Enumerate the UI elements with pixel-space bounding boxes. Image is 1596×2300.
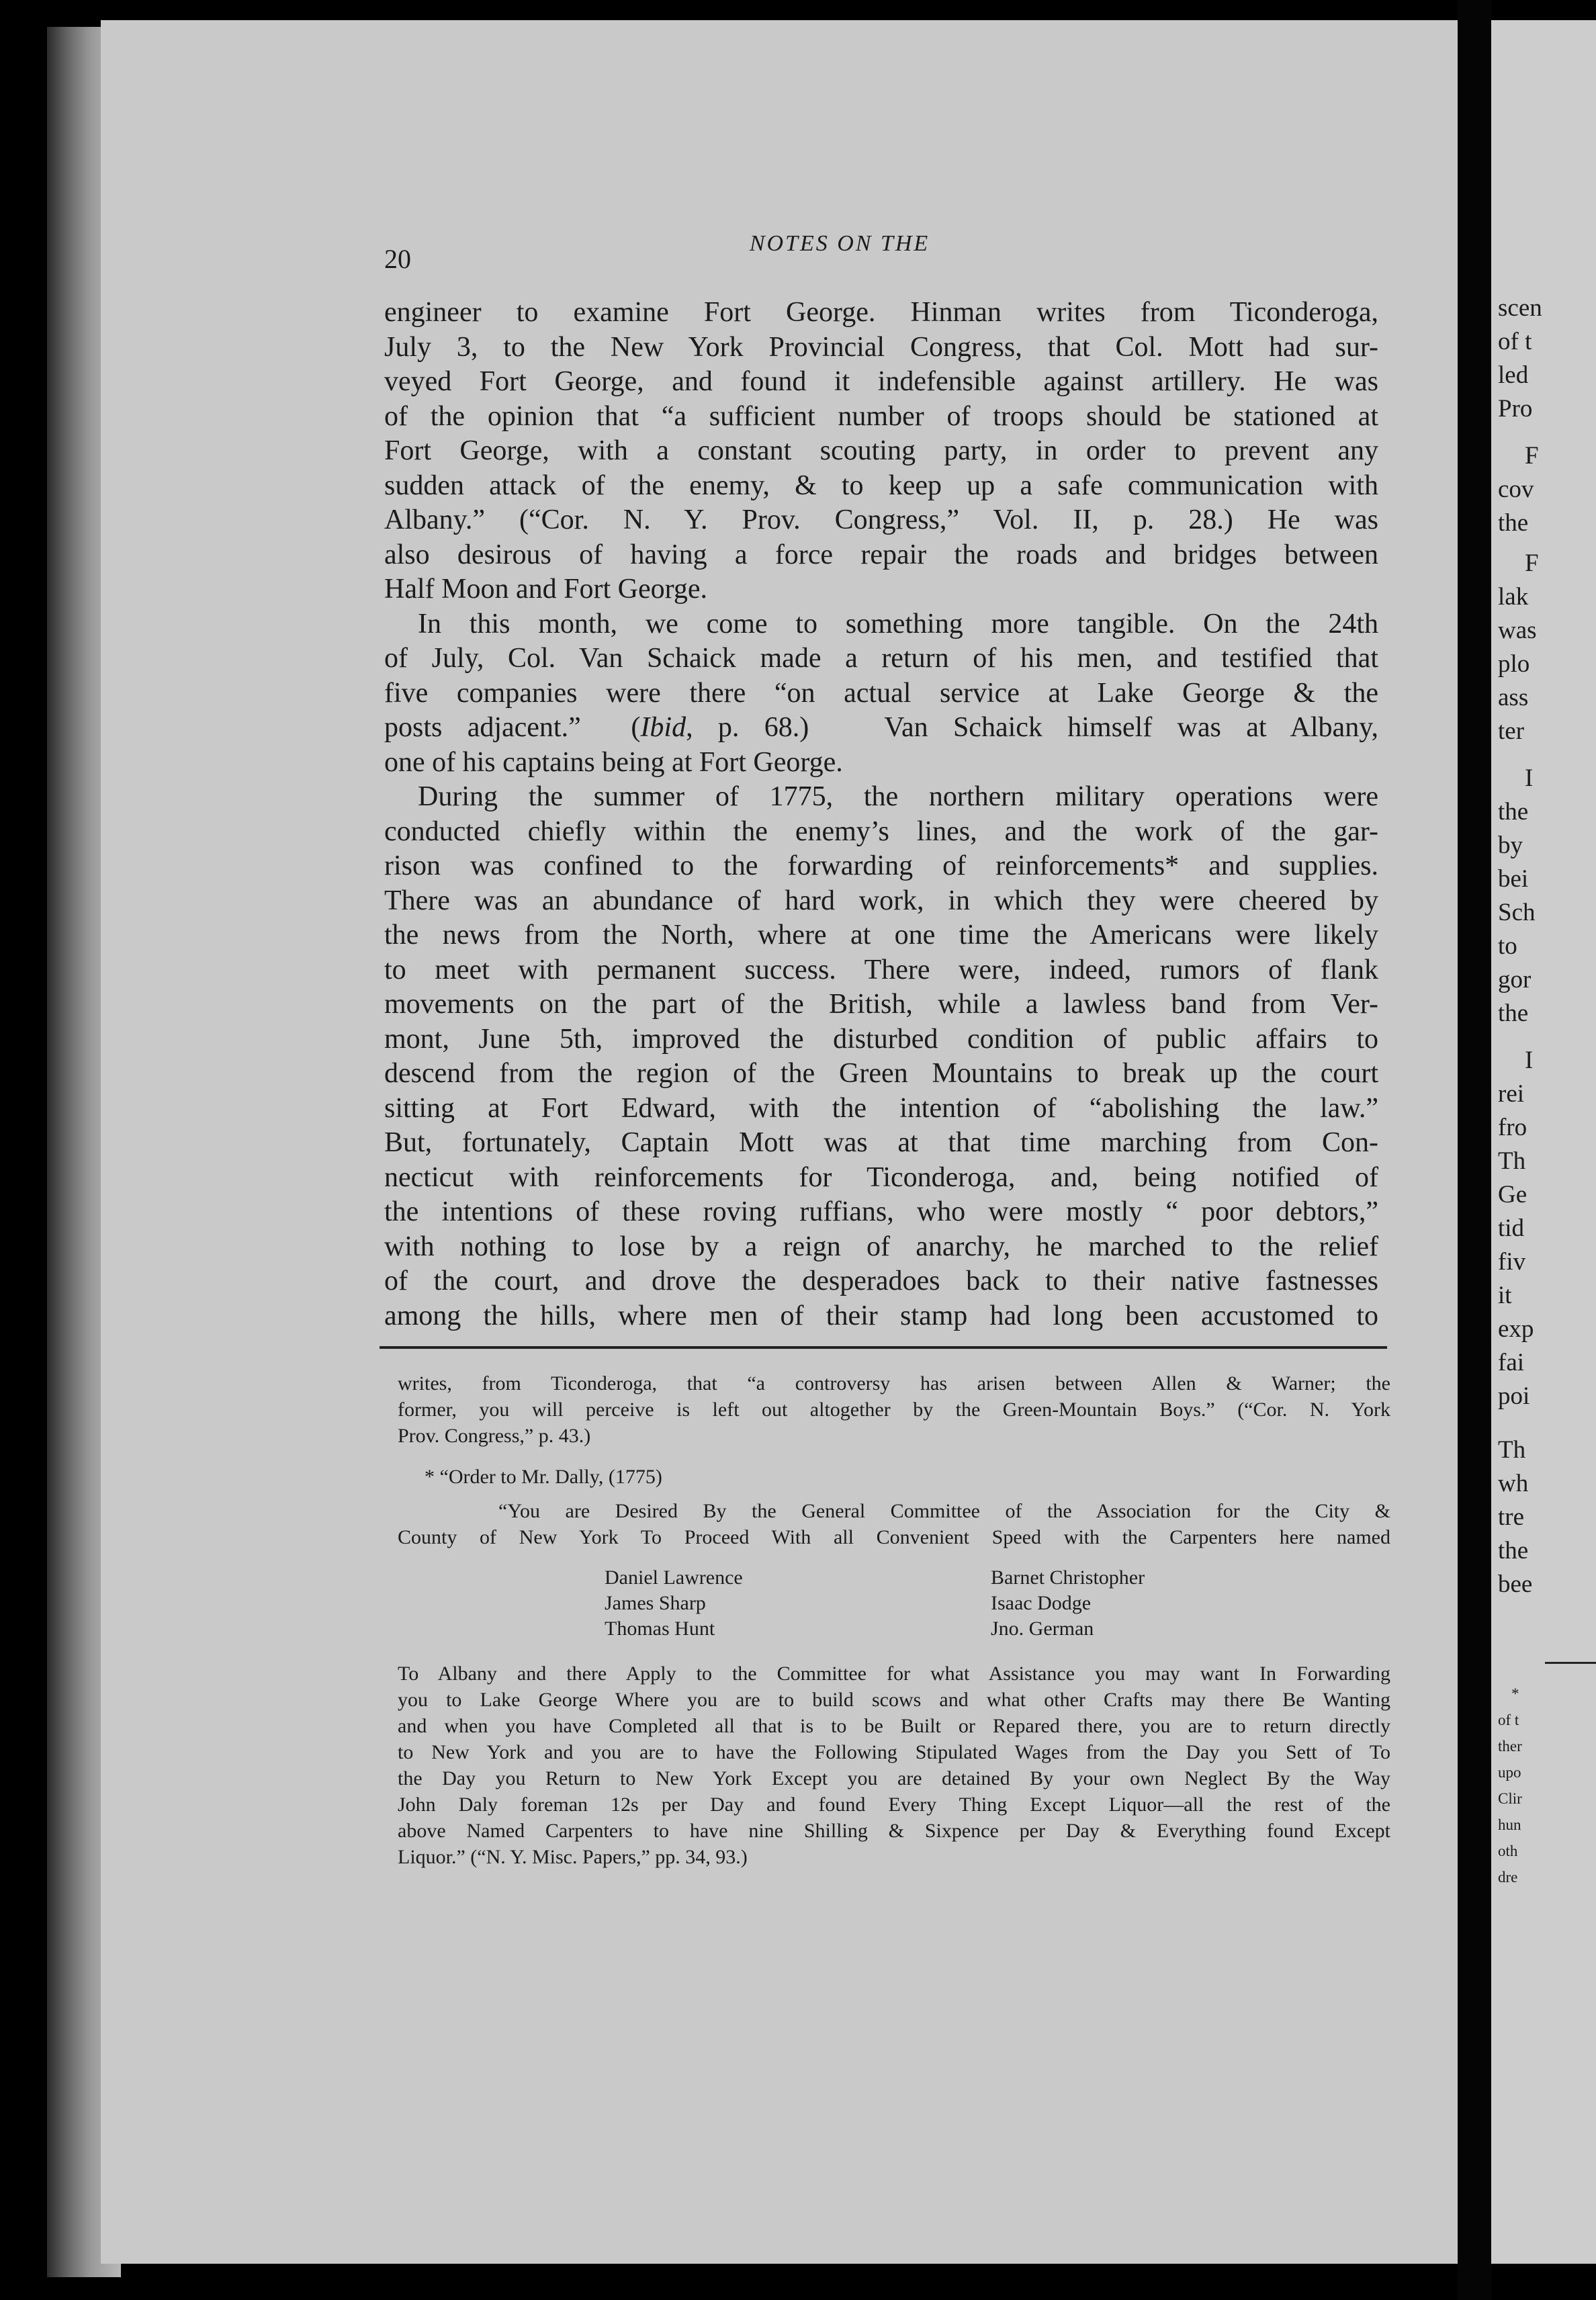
ibid-ref: , p. 68.) (686, 712, 809, 743)
carpenter-names-right (991, 1565, 1145, 1642)
body-line: sitting at Fort Edward, with the intention of “abolishing the law.” (384, 1092, 1378, 1124)
body-line: sudden attack of the enemy, & to keep up a safe communication with (384, 470, 1378, 501)
facing-page-footnote-fragment: * (1511, 1685, 1519, 1702)
body-line: July 3, to the New York Provincial Congress, that Col. Mott had sur- (384, 331, 1378, 363)
facing-page-fragment: the (1498, 509, 1529, 537)
body-line: There was an abundance of hard work, in which they were cheered by (384, 885, 1378, 916)
facing-page-fragment: cov (1498, 476, 1534, 503)
body-line: necticut with reinforcements for Ticonderoga, and, being notified of (384, 1161, 1378, 1193)
facing-page-fragment: gor (1498, 966, 1532, 993)
facing-page-fragment: scen (1498, 294, 1542, 322)
body-line: to meet with permanent success. There were, indeed, rumors of flank (384, 954, 1378, 985)
running-head: NOTES ON THE (749, 231, 930, 256)
facing-page-fragment: tre (1498, 1503, 1525, 1531)
body-text (384, 296, 1378, 1333)
footnote-line: and when you have Completed all that is to be Built or Repared there, you are to return directly (398, 1715, 1390, 1737)
body-line: descend from the region of the Green Mountains to break up the court (384, 1058, 1378, 1089)
facing-page-fragment: to (1498, 932, 1517, 960)
facing-page-fragment: was (1498, 617, 1537, 644)
facing-page-fragment: Pro (1498, 395, 1533, 423)
body-line: engineer to examine Fort George. Hinman writes from Ticonderoga, (384, 297, 1378, 328)
facing-page-fragment: I (1525, 1047, 1534, 1074)
facing-page-fragment: bei (1498, 865, 1529, 893)
body-line: rison was confined to the forwarding of reinforcements* and supplies. (384, 850, 1378, 881)
facing-page-fragment: wh (1498, 1470, 1529, 1497)
facing-page-fragment: Th (1498, 1147, 1526, 1175)
facing-page-footnote-fragment: of t (1498, 1712, 1519, 1728)
facing-page-fragment: poi (1498, 1382, 1530, 1410)
carpenter-name: Jno. German (991, 1618, 1094, 1640)
body-line: Fort George, with a constant scouting party, in order to prevent any (384, 435, 1378, 466)
body-line: among the hills, where men of their stamp had long been accustomed to (384, 1300, 1378, 1331)
footnote-line: To Albany and there Apply to the Committee for what Assistance you may want In Forwarding (398, 1663, 1390, 1685)
facing-page-footnote-fragment: oth (1498, 1843, 1518, 1859)
facing-page-footnote-fragment: ther (1498, 1738, 1522, 1755)
footnote-line: above Named Carpenters to have nine Shilling & Sixpence per Day & Everything found Except (398, 1820, 1390, 1842)
body-line: the intentions of these roving ruffians, who were mostly “ poor debtors,” (384, 1196, 1378, 1227)
body-line: movements on the part of the British, while a lawless band from Ver- (384, 989, 1378, 1020)
footnote-line: County of New York To Proceed With all Convenient Speed with the Carpenters here named (398, 1526, 1390, 1548)
body-line: During the summer of 1775, the northern military operations were (418, 781, 1378, 812)
body-line-part: Van Schaick himself was at Albany, (884, 712, 1378, 743)
footnote-line: former, you will perceive is left out altogether by the Green-Mountain Boys.” (“Cor. N. York (398, 1399, 1390, 1421)
footnote-rule (380, 1346, 1387, 1349)
footnote-order-letter (398, 1661, 1390, 1870)
body-line: the news from the North, where at one time the Americans were likely (384, 920, 1378, 950)
facing-page-fragment: rei (1498, 1080, 1525, 1108)
facing-page-fragment: lak (1498, 583, 1529, 611)
body-line-part: posts adjacent.” (384, 712, 581, 743)
body-line: Half Moon and Fort George. (384, 574, 707, 605)
facing-page (1491, 20, 1596, 2264)
facing-page-fragment: the (1498, 1000, 1529, 1027)
facing-page-footnote-fragment: Clir (1498, 1790, 1522, 1807)
footnote-order-title: * “Order to Mr. Dally, (1775) (425, 1466, 662, 1488)
body-line: of the opinion that “a sufficient number of troops should be stationed at (384, 400, 1378, 432)
facing-page-fragment: plo (1498, 650, 1530, 678)
carpenter-name: James Sharp (605, 1592, 706, 1614)
footnote-line: writes, from Ticonderoga, that “a controversy has arisen between Allen & Warner; the (398, 1372, 1390, 1395)
carpenter-name: Daniel Lawrence (605, 1566, 743, 1589)
footnote-line: Prov. Congress,” p. 43.) (398, 1425, 591, 1447)
facing-page-fragment: Sch (1498, 899, 1536, 926)
body-line: of July, Col. Van Schaick made a return of his men, and testified that (384, 643, 1378, 674)
footnote-order-intro (398, 1498, 1390, 1550)
body-line: In this month, we come to something more tangible. On the 24th (418, 608, 1378, 639)
body-line: five companies were there “on actual service at Lake George & the (384, 677, 1378, 709)
facing-page-fragment: led (1498, 361, 1529, 389)
facing-page-fragment: ass (1498, 684, 1529, 711)
facing-page-fragment: I (1525, 764, 1534, 792)
facing-page-fragment: ter (1498, 717, 1525, 745)
carpenter-name: Thomas Hunt (605, 1618, 715, 1640)
body-line: conducted chiefly within the enemy’s lines, and the work of the gar- (384, 815, 1378, 847)
footnote-line: “You are Desired By the General Committee of the Association for the City & (498, 1500, 1390, 1522)
facing-page-footnote-fragment: upo (1498, 1764, 1521, 1781)
facing-page-fragment: F (1525, 442, 1539, 470)
facing-page-fragment: it (1498, 1282, 1512, 1309)
facing-page-rule (1545, 1662, 1596, 1664)
body-line: one of his captains being at Fort George. (384, 746, 843, 778)
body-line: But, fortunately, Captain Mott was at that time marching from Con- (384, 1127, 1378, 1158)
footnote-line: Liquor.” (“N. Y. Misc. Papers,” pp. 34, 93.) (398, 1846, 748, 1868)
body-line: mont, June 5th, improved the disturbed condition of public affairs to (384, 1023, 1378, 1055)
facing-page-fragment: fro (1498, 1114, 1527, 1141)
footnote-line: you to Lake George Where you are to build scows and what other Crafts may there Be Wanting (398, 1689, 1390, 1711)
facing-page-fragment: of t (1498, 328, 1532, 355)
facing-page-fragment: F (1525, 549, 1539, 577)
facing-page-fragment: the (1498, 798, 1529, 826)
facing-page-fragment: Th (1498, 1436, 1526, 1464)
footnote-line: the Day you Return to New York Except you are detained By your own Neglect By the Way (398, 1767, 1390, 1789)
body-line: Albany.” (“Cor. N. Y. Prov. Congress,” Vol. II, p. 28.) He was (384, 504, 1378, 535)
body-line: of the court, and drove the desperadoes back to their native fastnesses (384, 1266, 1378, 1296)
footnote-line: to New York and you are to have the Following Stipulated Wages from the Day you Sett of To (398, 1741, 1390, 1763)
facing-page-fragment: by (1498, 832, 1523, 859)
carpenter-names-left (605, 1565, 743, 1642)
book-gutter (1458, 0, 1491, 2300)
body-line: veyed Fort George, and found it indefensible against artillery. He was (384, 366, 1378, 397)
page-number: 20 (384, 244, 411, 274)
footnote-line: John Daly foreman 12s per Day and found Every Thing Except Liquor—all the rest of the (398, 1794, 1390, 1816)
facing-page-footnote-fragment: hun (1498, 1816, 1521, 1833)
facing-page-fragment: Ge (1498, 1181, 1527, 1208)
footnote-continued (398, 1370, 1390, 1449)
facing-page-footnote-fragment: dre (1498, 1869, 1518, 1886)
facing-page-fragment: bee (1498, 1571, 1533, 1598)
facing-page-fragment: tid (1498, 1214, 1525, 1242)
body-line-ibid: posts adjacent.” (Ibid, p. 68.) Van Schaick himself was at Albany, (384, 712, 1378, 743)
ibid-italic: Ibid (640, 712, 686, 743)
carpenter-name: Barnet Christopher (991, 1566, 1145, 1589)
facing-page-fragment: the (1498, 1537, 1529, 1564)
body-line: also desirous of having a force repair the roads and bridges between (384, 539, 1378, 570)
facing-page-fragment: fai (1498, 1349, 1525, 1376)
facing-page-fragment: fiv (1498, 1248, 1526, 1276)
body-line: with nothing to lose by a reign of anarchy, he marched to the relief (384, 1231, 1378, 1262)
facing-page-fragment: exp (1498, 1315, 1534, 1343)
carpenter-name: Isaac Dodge (991, 1592, 1092, 1614)
